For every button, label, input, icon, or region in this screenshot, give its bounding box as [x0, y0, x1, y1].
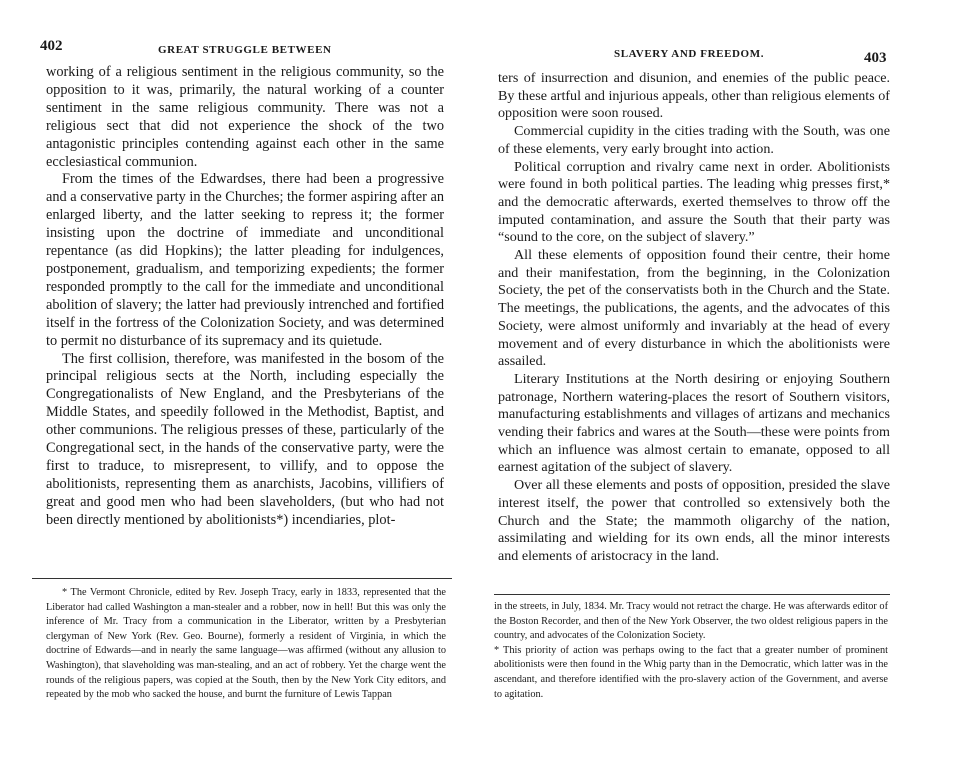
footnotes [494, 600, 888, 702]
body-text [498, 70, 890, 566]
footnote-rule [494, 594, 890, 595]
paragraph: Literary Institutions at the North desiring or enjoying Southern patronage, Northern watering-places the resort of Southern visitors, manufacturing establishments and villages of artizans and mechanics vending their fabrics and wares at the South—these were points from which an influence was almost certain to emanate, opposed to all earnest agitation of the subject of slavery. [498, 370, 890, 476]
left-page [40, 0, 444, 776]
footnote-rule [32, 578, 452, 579]
page-number: 402 [40, 38, 63, 54]
running-head: SLAVERY AND FREEDOM. [614, 48, 765, 60]
body-text [46, 64, 444, 530]
paragraph: The first collision, therefore, was manifested in the bosom of the principal religious sects at the North, including especially the Congregationalists of New England, and the Presbyterians of the Middle States, and speedily followed in the Methodist, Baptist, and other communions. The religious presses of these, particularly of the Congregational sect, in the hands of the conservative party, were the first to traduce, to misrepresent, to villify, and to oppose the abolitionists, representing them as anarchists, Jacobins, villifiers of great and good men who had been slaveholders, (but who had not been directly mentioned by abolitionists*) incendiaries, plot- [46, 350, 444, 528]
paragraph: From the times of the Edwardses, there had been a progressive and a conservative party in the Churches; the former aspiring after an enlarged liberty, and the latter seeking to repress it; the former insisting upon the doctrine of immediate and unconditional repentance (as did Hopkins); the latter pleading for indulgences, postponement, gradualism, and temporizing expedients; the former responded promptly to the call for the immediate and unconditional abolition of slavery; the latter had previously intrenched and fortified itself in the fortress of the Colonization Society, and was determined to permit no disturbance of its supremacy and its quietude. [46, 171, 444, 349]
footnote: in the streets, in July, 1834. Mr. Tracy would not retract the charge. He was afterwards editor of the Boston Recorder, and then of the New York Observer, the two oldest religious papers in the country, and advocates of the Colonization Society. [494, 601, 888, 642]
footnote: * This priority of action was perhaps owing to the fact that a greater number of prominent abolitionists were then found in the Whig party than in the Democratic, which latter was in the ascendant, and therefore identified with the pro-slavery action of the Government, and averse to agitation. [494, 644, 888, 700]
paragraph: ters of insurrection and disunion, and enemies of the public peace. By these artful and injurious appeals, other than religious elements of opposition were soon roused. [498, 70, 890, 122]
right-page [494, 0, 890, 776]
footnotes [46, 586, 446, 703]
running-head: GREAT STRUGGLE BETWEEN [158, 44, 332, 56]
paragraph: Political corruption and rivalry came next in order. Abolitionists were found in both political parties. The leading whig presses first,* and the democratic afterwards, exerted themselves to throw off the imputed contamination, and assure the South that their party was “sound to the core, on the subject of slavery.” [498, 158, 890, 246]
paragraph: Over all these elements and posts of opposition, presided the slave interest itself, the power that controlled so extensively both the Church and the State; the mammoth oligarchy of the nation, assimilating and wielding for its own ends, all the minor interests and elements of aristocracy in the land. [498, 477, 890, 564]
footnote: * The Vermont Chronicle, edited by Rev. Joseph Tracy, early in 1833, represented that the Liberator had called Washington a man-stealer and a robber, now in hell! But this was only the inference of Mr. Tracy from a communication in the Liberator, written by a Presbyterian clergyman of New York (Rev. Geo. Bourne), formerly a resident of Virginia, in which the doctrine of Edwards—and in nearly the same language—was affirmed (without any allusion to Washington), that slaveholding was man-stealing, and an act of robbery. Yet the charge went the rounds of the religious papers, was copied at the South, then by the New York City editors, and repeated by the mob who sacked the house, and burnt the furniture of Lewis Tappan [46, 587, 446, 701]
paragraph: All these elements of opposition found their centre, their home and their manifestation, from the beginning, in the Colonization Society, the pet of the conservatists both in the Church and the State. The meetings, the publications, the agents, and the advocates of this Society, were almost uniformly and invariably at the head of every movement and of every disturbance in which the abolitionists were assailed. [498, 247, 890, 370]
paragraph: Commercial cupidity in the cities trading with the South, was one of these elements, very early brought into action. [498, 123, 890, 157]
page-number: 403 [864, 50, 887, 66]
paragraph: working of a religious sentiment in the religious community, so the opposition to it was, primarily, the natural working of a counter sentiment in the same religious community. There was not a religious sect that did not experience the shock of the two antagonistic principles contending against each other in the same ecclesiastical communion. [46, 64, 444, 170]
